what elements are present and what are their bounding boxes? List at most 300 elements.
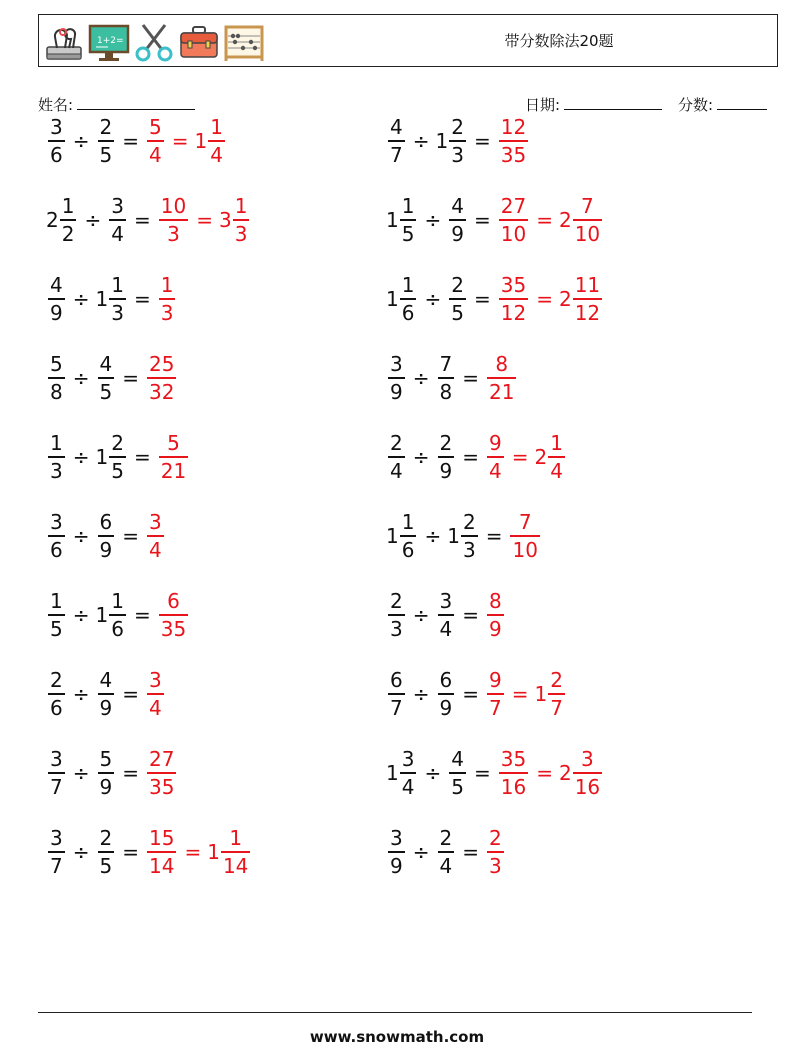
fraction-stack [48, 115, 65, 166]
denominator: 9 [390, 379, 403, 404]
fraction [447, 194, 468, 245]
denominator: 8 [439, 379, 453, 404]
problem-2 [386, 109, 530, 173]
numerator: 10 [160, 194, 187, 219]
denominator: 35 [149, 774, 175, 799]
equals-sign: = [122, 682, 139, 706]
date-field[interactable] [525, 94, 662, 115]
divide-sign: ÷ [72, 524, 90, 548]
denominator: 4 [210, 142, 223, 167]
divide-sign: ÷ [412, 840, 430, 864]
problem-9 [46, 425, 190, 489]
numerator: 5 [99, 747, 113, 772]
denominator: 3 [111, 300, 124, 325]
numerator: 4 [451, 747, 464, 772]
mixed-number [219, 194, 251, 245]
problem-6 [386, 267, 604, 331]
numerator: 3 [581, 747, 594, 772]
fraction [157, 273, 178, 324]
binder-clip-icon [43, 21, 85, 63]
fraction-stack [388, 431, 405, 482]
mixed-number [535, 431, 567, 482]
date-label: 日期: [525, 96, 561, 114]
numerator: 4 [390, 115, 403, 140]
svg-text:1+2=: 1+2= [97, 36, 124, 46]
numerator: 1 [550, 431, 563, 456]
mixed-number [386, 747, 418, 798]
equals-sign: = [536, 760, 553, 785]
chalkboard-icon [88, 21, 130, 63]
divide-sign: ÷ [72, 366, 90, 390]
mixed-number [46, 194, 78, 245]
fraction-stack [487, 826, 504, 877]
fraction-stack [487, 589, 504, 640]
fraction-stack [147, 668, 164, 719]
numerator: 1 [229, 826, 243, 851]
answer [157, 431, 190, 482]
numerator: 1 [50, 589, 63, 614]
answer [485, 826, 506, 877]
fraction-stack [499, 747, 528, 798]
numerator: 5 [50, 352, 63, 377]
mixed-number [96, 589, 128, 640]
equals-sign: = [122, 840, 139, 864]
denominator: 3 [160, 300, 174, 325]
fraction [46, 352, 67, 403]
divide-sign: ÷ [72, 287, 90, 311]
fraction [96, 747, 117, 798]
fraction-stack [98, 826, 115, 877]
briefcase-icon [178, 21, 220, 63]
denominator: 5 [99, 853, 113, 878]
denominator: 3 [451, 142, 464, 167]
fraction-stack [48, 431, 65, 482]
mixed-number [195, 115, 227, 166]
fraction [145, 510, 166, 561]
header-box [38, 14, 778, 67]
numerator: 2 [451, 115, 464, 140]
fraction-stack [109, 589, 126, 640]
problem-17 [46, 741, 178, 805]
denominator: 4 [149, 537, 162, 562]
problem-5 [46, 267, 177, 331]
fraction [145, 352, 178, 403]
numerator: 27 [500, 194, 527, 219]
divide-sign: ÷ [72, 682, 90, 706]
numerator: 3 [390, 352, 403, 377]
equals-sign: = [485, 524, 503, 548]
fraction [386, 431, 407, 482]
numerator: 3 [439, 589, 453, 614]
fraction-stack [438, 352, 455, 403]
denominator: 35 [500, 142, 527, 167]
numerator: 1 [401, 510, 415, 535]
denominator: 9 [439, 458, 453, 483]
score-blank[interactable] [717, 96, 767, 110]
mixed-number [559, 194, 604, 245]
fraction [497, 194, 530, 245]
numerator: 5 [149, 115, 162, 140]
numerator: 6 [439, 668, 453, 693]
denominator: 4 [149, 142, 162, 167]
numerator: 2 [451, 273, 464, 298]
mixed-number [386, 510, 418, 561]
problem-3 [46, 188, 251, 252]
whole-part: 1 [95, 444, 109, 469]
fraction-stack [159, 194, 188, 245]
denominator: 6 [111, 616, 124, 641]
fraction [497, 273, 530, 324]
fraction [107, 194, 128, 245]
denominator: 3 [489, 853, 502, 878]
fraction-stack [98, 747, 115, 798]
fraction-stack [48, 510, 65, 561]
equals-sign: = [133, 445, 151, 469]
fraction [96, 826, 117, 877]
equals-sign: = [511, 681, 529, 706]
denominator: 21 [160, 458, 187, 483]
equals-sign: = [133, 208, 151, 232]
numerator: 1 [401, 273, 415, 298]
fraction-stack [388, 352, 405, 403]
header-icons [43, 21, 265, 63]
denominator: 9 [489, 616, 502, 641]
problem-12 [386, 504, 542, 568]
numerator: 2 [489, 826, 502, 851]
denominator: 6 [50, 142, 63, 167]
numerator: 4 [99, 668, 113, 693]
fraction [497, 115, 530, 166]
fraction-stack [48, 589, 65, 640]
divide-sign: ÷ [424, 208, 442, 232]
fraction [46, 668, 67, 719]
denominator: 12 [500, 300, 527, 325]
equals-sign: = [473, 208, 491, 232]
fraction-stack [98, 510, 115, 561]
fraction [46, 747, 67, 798]
fraction-stack [400, 510, 417, 561]
scissors-icon [133, 21, 175, 63]
fraction [46, 589, 67, 640]
equals-sign: = [462, 603, 479, 627]
fraction-stack [388, 826, 405, 877]
whole-part: 1 [95, 286, 109, 311]
denominator: 5 [451, 774, 464, 799]
problem-7 [46, 346, 178, 410]
fraction [46, 273, 67, 324]
fraction-stack [48, 273, 65, 324]
fraction-stack [48, 352, 65, 403]
numerator: 4 [451, 194, 464, 219]
equals-sign: = [473, 129, 491, 153]
fraction-stack [98, 668, 115, 719]
numerator: 35 [500, 747, 527, 772]
denominator: 10 [500, 221, 527, 246]
fraction [157, 589, 190, 640]
fraction [96, 115, 117, 166]
denominator: 9 [439, 695, 453, 720]
denominator: 4 [439, 853, 453, 878]
answer [157, 589, 190, 640]
fraction-stack [208, 115, 225, 166]
fraction-stack [548, 668, 565, 719]
denominator: 16 [500, 774, 527, 799]
fraction [145, 747, 178, 798]
denominator: 6 [50, 537, 63, 562]
fraction [386, 668, 407, 719]
denominator: 5 [401, 221, 415, 246]
fraction [96, 352, 117, 403]
fraction [46, 510, 67, 561]
fraction [386, 352, 407, 403]
denominator: 3 [462, 537, 476, 562]
denominator: 9 [99, 537, 113, 562]
numerator: 2 [439, 431, 453, 456]
problem-8 [386, 346, 518, 410]
answer [497, 273, 604, 324]
numerator: 8 [495, 352, 509, 377]
mixed-number [96, 431, 128, 482]
fraction [96, 668, 117, 719]
denominator: 9 [390, 853, 403, 878]
equals-sign: = [171, 128, 189, 153]
fraction-stack [573, 194, 602, 245]
fraction-stack [400, 273, 417, 324]
fraction-stack [48, 747, 65, 798]
denominator: 10 [512, 537, 538, 562]
equals-sign: = [473, 761, 491, 785]
denominator: 4 [111, 221, 124, 246]
mixed-number [436, 115, 468, 166]
footer-url: www.snowmath.com [309, 1028, 485, 1046]
name-blank[interactable] [77, 96, 195, 110]
fraction [497, 747, 530, 798]
numerator: 2 [111, 431, 124, 456]
date-blank[interactable] [564, 96, 662, 110]
fraction-stack [159, 273, 176, 324]
equals-sign: = [184, 839, 202, 864]
answer [485, 431, 567, 482]
fraction [386, 589, 407, 640]
numerator: 1 [50, 431, 63, 456]
fraction-stack [400, 194, 417, 245]
divide-sign: ÷ [72, 603, 90, 627]
fraction-stack [109, 273, 126, 324]
fraction [447, 747, 468, 798]
answer [508, 510, 541, 561]
numerator: 2 [462, 510, 476, 535]
mixed-number [535, 668, 567, 719]
whole-part: 1 [386, 760, 399, 785]
numerator: 3 [111, 194, 124, 219]
abacus-icon [223, 21, 265, 63]
denominator: 7 [390, 695, 403, 720]
denominator: 16 [574, 774, 601, 799]
mixed-number [386, 194, 418, 245]
answer [497, 747, 604, 798]
denominator: 10 [574, 221, 601, 246]
fraction-stack [147, 352, 176, 403]
fraction-stack [449, 194, 466, 245]
fraction-stack [438, 668, 455, 719]
numerator: 35 [500, 273, 527, 298]
divide-sign: ÷ [412, 445, 430, 469]
whole-part: 1 [447, 523, 460, 548]
fraction-stack [48, 826, 65, 877]
fraction-stack [147, 747, 176, 798]
numerator: 1 [111, 589, 124, 614]
numerator: 1 [160, 273, 174, 298]
fraction-stack [438, 431, 455, 482]
fraction [46, 115, 67, 166]
fraction-stack [147, 826, 176, 877]
fraction [96, 510, 117, 561]
denominator: 2 [61, 221, 75, 246]
whole-part: 2 [534, 444, 548, 469]
fraction [157, 431, 190, 482]
divide-sign: ÷ [412, 682, 430, 706]
numerator: 6 [99, 510, 113, 535]
numerator: 7 [581, 194, 594, 219]
numerator: 5 [167, 431, 180, 456]
denominator: 7 [50, 853, 63, 878]
fraction-stack [109, 194, 126, 245]
denominator: 3 [167, 221, 180, 246]
fraction-stack [487, 431, 504, 482]
divide-sign: ÷ [424, 287, 442, 311]
fraction [436, 826, 457, 877]
fraction [485, 352, 518, 403]
fraction-stack [573, 747, 602, 798]
numerator: 2 [50, 668, 63, 693]
answer [145, 115, 227, 166]
whole-part: 1 [194, 128, 208, 153]
problem-1 [46, 109, 227, 173]
equals-sign: = [511, 444, 529, 469]
numerator: 1 [401, 194, 415, 219]
equals-sign: = [462, 682, 479, 706]
answer [157, 273, 178, 324]
fraction [145, 115, 166, 166]
numerator: 3 [390, 826, 403, 851]
divide-sign: ÷ [84, 208, 102, 232]
denominator: 35 [160, 616, 187, 641]
answer [145, 510, 166, 561]
numerator: 2 [99, 826, 113, 851]
equals-sign: = [122, 761, 139, 785]
answer [485, 668, 567, 719]
numerator: 9 [489, 668, 502, 693]
denominator: 9 [50, 300, 63, 325]
numerator: 9 [489, 431, 502, 456]
fraction [436, 589, 457, 640]
denominator: 5 [111, 458, 124, 483]
fraction-stack [449, 115, 466, 166]
equals-sign: = [462, 366, 479, 390]
denominator: 5 [50, 616, 63, 641]
numerator: 12 [500, 115, 527, 140]
fraction-stack [60, 194, 77, 245]
numerator: 1 [61, 194, 75, 219]
numerator: 15 [149, 826, 175, 851]
fraction-stack [438, 589, 455, 640]
fraction-stack [449, 747, 466, 798]
divide-sign: ÷ [424, 524, 442, 548]
problem-20 [386, 820, 506, 884]
mixed-number [207, 826, 252, 877]
mixed-number [559, 273, 604, 324]
fraction-stack [98, 115, 115, 166]
problem-13 [46, 583, 190, 647]
denominator: 4 [550, 458, 563, 483]
divide-sign: ÷ [72, 840, 90, 864]
fraction-stack [461, 510, 478, 561]
fraction-stack [573, 273, 602, 324]
whole-part: 2 [558, 286, 572, 311]
numerator: 3 [50, 747, 63, 772]
problem-16 [386, 662, 567, 726]
fraction-stack [48, 668, 65, 719]
fraction [485, 668, 506, 719]
problem-4 [386, 188, 604, 252]
answer [497, 194, 604, 245]
fraction-stack [388, 115, 405, 166]
divide-sign: ÷ [412, 366, 430, 390]
numerator: 25 [149, 352, 175, 377]
whole-part: 1 [534, 681, 548, 706]
fraction-stack [109, 431, 126, 482]
fraction [485, 826, 506, 877]
denominator: 12 [574, 300, 601, 325]
numerator: 2 [99, 115, 113, 140]
denominator: 6 [50, 695, 63, 720]
denominator: 14 [222, 853, 249, 878]
numerator: 1 [234, 194, 248, 219]
fraction-stack [449, 273, 466, 324]
fraction-stack [487, 352, 516, 403]
equals-sign: = [133, 287, 151, 311]
numerator: 3 [50, 510, 63, 535]
whole-part: 1 [95, 602, 109, 627]
equals-sign: = [133, 603, 151, 627]
fraction-stack [233, 194, 250, 245]
denominator: 4 [439, 616, 453, 641]
whole-part: 2 [558, 760, 572, 785]
whole-part: 1 [207, 839, 220, 864]
divide-sign: ÷ [412, 129, 430, 153]
denominator: 6 [401, 537, 415, 562]
denominator: 8 [50, 379, 63, 404]
denominator: 9 [99, 695, 113, 720]
denominator: 3 [390, 616, 403, 641]
equals-sign: = [122, 366, 139, 390]
numerator: 3 [50, 826, 63, 851]
numerator: 2 [550, 668, 563, 693]
fraction-stack [388, 589, 405, 640]
fraction-stack [147, 115, 164, 166]
numerator: 1 [210, 115, 223, 140]
fraction-stack [147, 510, 164, 561]
denominator: 32 [149, 379, 175, 404]
whole-part: 1 [386, 286, 399, 311]
denominator: 4 [390, 458, 403, 483]
denominator: 4 [489, 458, 502, 483]
score-label: 分数: [678, 96, 714, 114]
score-field[interactable] [678, 94, 767, 115]
numerator: 3 [401, 747, 415, 772]
answer [497, 115, 530, 166]
equals-sign: = [536, 286, 553, 311]
